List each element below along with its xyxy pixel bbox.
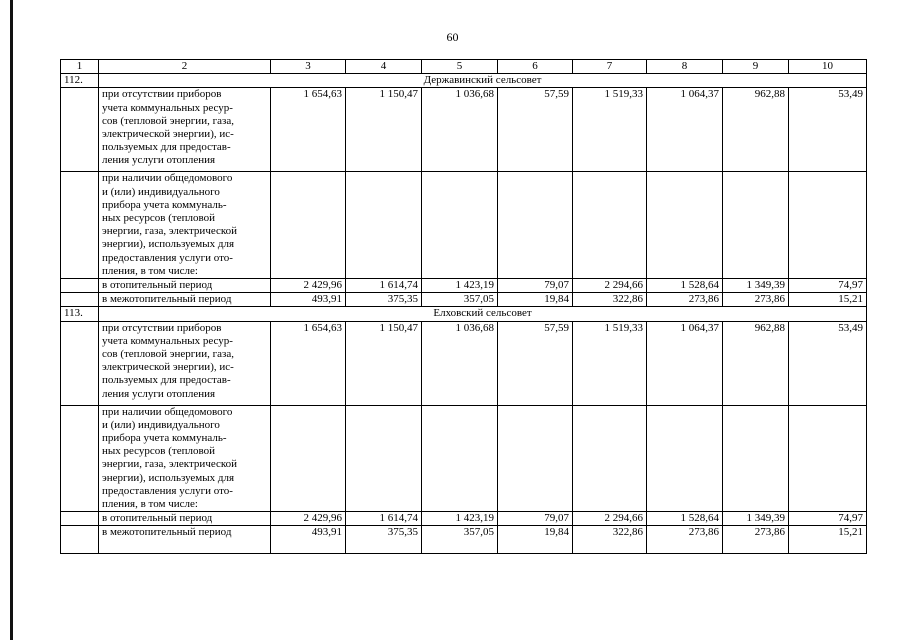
row-number-blank: [61, 88, 99, 172]
blank-cell: [422, 405, 498, 512]
period-label: в межотопительный период: [99, 526, 271, 554]
value-cell: 15,21: [789, 526, 867, 554]
data-row-with-meter: [61, 405, 867, 512]
value-cell: 962,88: [723, 88, 789, 172]
value-cell: 1 064,37: [647, 88, 723, 172]
blank-cell: [723, 405, 789, 512]
value-cell: 1 519,33: [573, 88, 647, 172]
value-cell: 357,05: [422, 526, 498, 554]
value-cell: 79,07: [498, 279, 573, 293]
value-cell: 79,07: [498, 512, 573, 526]
value-cell: 1 614,74: [346, 279, 422, 293]
value-cell: 357,05: [422, 293, 498, 307]
value-cell: 2 429,96: [271, 512, 346, 526]
blank-cell: [647, 405, 723, 512]
value-cell: 74,97: [789, 279, 867, 293]
value-cell: 493,91: [271, 293, 346, 307]
description-cell: при наличии общедомового и (или) индивидуального прибора учета коммуналь- ных ресурсов (тепловой энергии, газа, электрической энергии), используемых для предоставления услуги ото- пления, в том числе:: [99, 405, 271, 512]
value-cell: 1 349,39: [723, 279, 789, 293]
header-cell: 7: [573, 60, 647, 74]
header-cell: 2: [99, 60, 271, 74]
value-cell: 15,21: [789, 293, 867, 307]
value-cell: 2 294,66: [573, 512, 647, 526]
header-cell: 9: [723, 60, 789, 74]
value-cell: 19,84: [498, 526, 573, 554]
section-title-row: [61, 307, 867, 321]
period-label: в отопительный период: [99, 512, 271, 526]
value-cell: 1 614,74: [346, 512, 422, 526]
period-label: в отопительный период: [99, 279, 271, 293]
section-title-row: [61, 74, 867, 88]
blank-cell: [573, 405, 647, 512]
value-cell: 273,86: [723, 526, 789, 554]
page-number: 60: [446, 30, 459, 44]
section-title: Елховский сельсовет: [99, 307, 867, 321]
description-cell: при отсутствии приборов учета коммунальных ресур- сов (тепловой энергии, газа, электрической энергии), ис- пользуемых для предостав- ления услуги отопления: [99, 88, 271, 172]
row-number-blank: [61, 512, 99, 526]
value-cell: 2 429,96: [271, 279, 346, 293]
description-cell: при отсутствии приборов учета коммунальных ресур- сов (тепловой энергии, газа, электрической энергии), ис- пользуемых для предостав- ления услуги отопления: [99, 321, 271, 405]
row-number-blank: [61, 321, 99, 405]
data-row-heating: [61, 279, 867, 293]
row-number-blank: [61, 293, 99, 307]
value-cell: 322,86: [573, 526, 647, 554]
value-cell: 1 654,63: [271, 321, 346, 405]
value-cell: 57,59: [498, 321, 573, 405]
value-cell: 273,86: [723, 293, 789, 307]
value-cell: 1 036,68: [422, 88, 498, 172]
blank-cell: [422, 172, 498, 279]
blank-cell: [498, 172, 573, 279]
blank-cell: [271, 405, 346, 512]
data-row-without-meter: [61, 88, 867, 172]
value-cell: 1 423,19: [422, 279, 498, 293]
value-cell: 322,86: [573, 293, 647, 307]
blank-cell: [346, 405, 422, 512]
period-label: в межотопительный период: [99, 293, 271, 307]
header-row: [61, 60, 867, 74]
value-cell: 2 294,66: [573, 279, 647, 293]
header-cell: 3: [271, 60, 346, 74]
value-cell: 19,84: [498, 293, 573, 307]
value-cell: 962,88: [723, 321, 789, 405]
header-cell: 4: [346, 60, 422, 74]
data-row-interheating: [61, 526, 867, 554]
data-row-without-meter: [61, 321, 867, 405]
blank-cell: [789, 172, 867, 279]
data-row-heating: [61, 512, 867, 526]
section-title: Державинский сельсовет: [99, 74, 867, 88]
value-cell: 1 528,64: [647, 279, 723, 293]
row-number: 112.: [61, 74, 99, 88]
header-cell: 1: [61, 60, 99, 74]
blank-cell: [573, 172, 647, 279]
header-cell: 8: [647, 60, 723, 74]
value-cell: 1 528,64: [647, 512, 723, 526]
row-number-blank: [61, 405, 99, 512]
value-cell: 53,49: [789, 88, 867, 172]
blank-cell: [723, 172, 789, 279]
blank-cell: [647, 172, 723, 279]
value-cell: 57,59: [498, 88, 573, 172]
row-number: 113.: [61, 307, 99, 321]
value-cell: 273,86: [647, 526, 723, 554]
row-number-blank: [61, 526, 99, 554]
blank-cell: [498, 405, 573, 512]
tariff-table: [60, 59, 867, 554]
blank-cell: [346, 172, 422, 279]
description-cell: при наличии общедомового и (или) индивидуального прибора учета коммуналь- ных ресурсов (тепловой энергии, газа, электрической энергии), используемых для предоставления услуги ото- пления, в том числе:: [99, 172, 271, 279]
value-cell: 375,35: [346, 293, 422, 307]
value-cell: 1 519,33: [573, 321, 647, 405]
header-cell: 5: [422, 60, 498, 74]
value-cell: 1 349,39: [723, 512, 789, 526]
data-row-with-meter: [61, 172, 867, 279]
row-number-blank: [61, 279, 99, 293]
header-cell: 10: [789, 60, 867, 74]
value-cell: 1 150,47: [346, 88, 422, 172]
value-cell: 1 150,47: [346, 321, 422, 405]
value-cell: 1 654,63: [271, 88, 346, 172]
data-row-interheating: [61, 293, 867, 307]
value-cell: 493,91: [271, 526, 346, 554]
value-cell: 1 064,37: [647, 321, 723, 405]
blank-cell: [789, 405, 867, 512]
value-cell: 1 036,68: [422, 321, 498, 405]
value-cell: 74,97: [789, 512, 867, 526]
value-cell: 375,35: [346, 526, 422, 554]
row-number-blank: [61, 172, 99, 279]
blank-cell: [271, 172, 346, 279]
table-body: [61, 60, 867, 554]
value-cell: 273,86: [647, 293, 723, 307]
value-cell: 53,49: [789, 321, 867, 405]
value-cell: 1 423,19: [422, 512, 498, 526]
page-edge-line: [10, 0, 13, 640]
header-cell: 6: [498, 60, 573, 74]
